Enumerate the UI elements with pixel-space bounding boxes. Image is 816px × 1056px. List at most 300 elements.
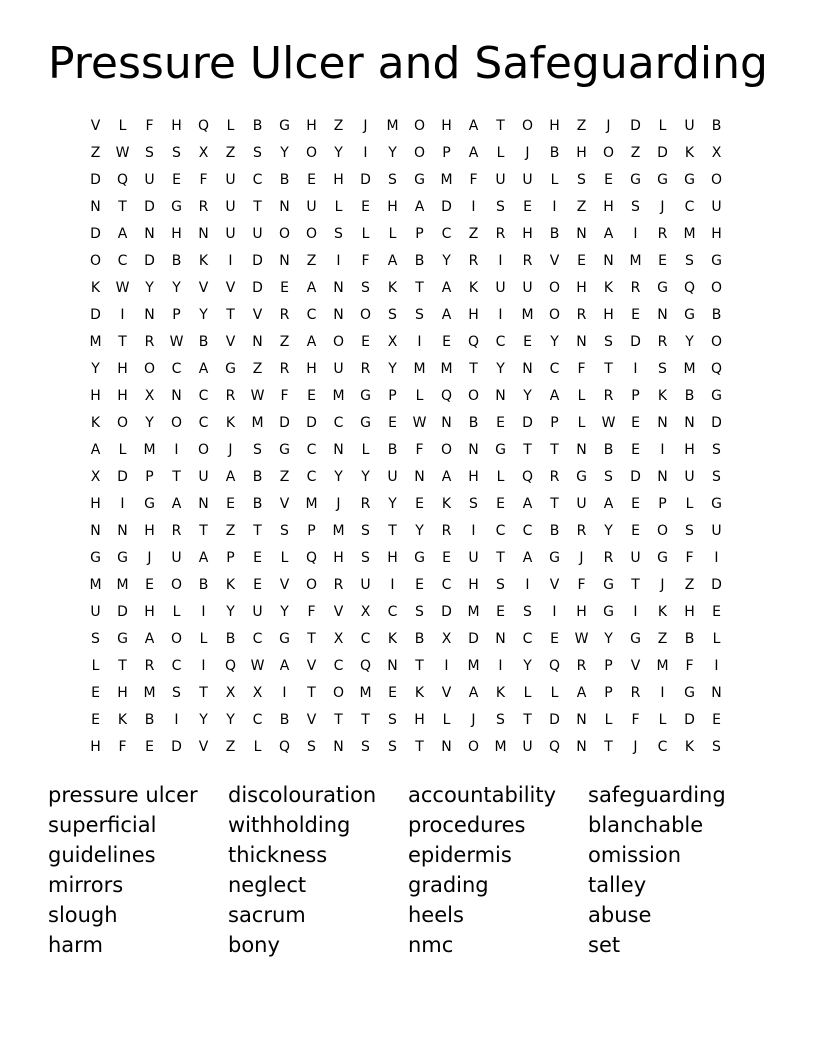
grid-letter: L <box>712 630 721 647</box>
grid-letter: F <box>415 441 424 458</box>
grid-letter: Q <box>197 117 210 134</box>
grid-letter: L <box>118 441 127 458</box>
grid-letter: H <box>117 684 128 701</box>
word-list-item: sacrum <box>228 903 306 927</box>
grid-letter: U <box>576 495 587 512</box>
grid-letter: Q <box>440 387 453 404</box>
grid-letter: O <box>305 144 318 161</box>
grid-letter: C <box>522 522 533 539</box>
grid-letter: Y <box>415 522 424 539</box>
grid-letter: S <box>253 441 262 458</box>
grid-letter: L <box>253 738 262 755</box>
grid-letter: I <box>714 549 719 566</box>
grid-letter: Z <box>279 468 290 485</box>
grid-letter: S <box>496 198 505 215</box>
grid-letter: Q <box>224 657 237 674</box>
grid-letter: T <box>118 657 127 674</box>
word-list-item: neglect <box>228 873 307 897</box>
grid-letter: E <box>496 603 505 620</box>
grid-letter: E <box>91 684 100 701</box>
grid-letter: N <box>576 225 587 242</box>
grid-letter: R <box>333 576 344 593</box>
grid-letter: L <box>496 468 505 485</box>
grid-letter: L <box>91 657 100 674</box>
grid-letter: Y <box>523 387 532 404</box>
grid-letter: O <box>89 252 102 269</box>
grid-letter: D <box>360 171 371 188</box>
grid-letter: D <box>549 711 560 728</box>
grid-letter: J <box>228 441 233 458</box>
grid-letter: E <box>496 414 505 431</box>
grid-letter: C <box>387 603 398 620</box>
grid-letter: R <box>657 225 668 242</box>
grid-letter: A <box>306 333 317 350</box>
grid-letter: G <box>279 630 290 647</box>
grid-letter: F <box>577 360 586 377</box>
word-list-item: nmc <box>408 933 454 957</box>
grid-letter: P <box>172 306 181 323</box>
word-list-item: abuse <box>588 903 652 927</box>
grid-letter: T <box>604 738 613 755</box>
grid-row <box>82 517 730 544</box>
grid-letter: U <box>252 603 263 620</box>
grid-letter: T <box>199 522 208 539</box>
grid-letter: A <box>468 144 479 161</box>
grid-letter: O <box>710 279 723 296</box>
grid-letter: B <box>144 711 155 728</box>
grid-letter: P <box>550 414 559 431</box>
grid-letter: N <box>684 414 695 431</box>
grid-letter: N <box>90 198 101 215</box>
grid-letter: I <box>336 252 341 269</box>
grid-letter: R <box>576 522 587 539</box>
grid-letter: B <box>279 171 290 188</box>
grid-letter: L <box>658 117 667 134</box>
grid-letter: T <box>253 522 262 539</box>
word-list-item: grading <box>408 873 489 897</box>
grid-letter: Y <box>604 522 613 539</box>
grid-letter: E <box>523 198 532 215</box>
grid-letter: P <box>415 225 424 242</box>
grid-letter: E <box>91 711 100 728</box>
grid-letter: Y <box>388 144 397 161</box>
grid-letter: J <box>660 576 665 593</box>
grid-letter: N <box>495 630 506 647</box>
grid-letter: H <box>576 603 587 620</box>
grid-letter: G <box>684 684 695 701</box>
grid-letter: U <box>252 225 263 242</box>
page-title: Pressure Ulcer and Safeguarding <box>48 38 768 89</box>
grid-letter: M <box>89 333 102 350</box>
grid-letter: T <box>118 333 127 350</box>
grid-letter: K <box>225 576 236 593</box>
grid-letter: H <box>90 387 101 404</box>
grid-letter: D <box>90 225 101 242</box>
word-list-item: mirrors <box>48 873 124 897</box>
grid-letter: H <box>171 225 182 242</box>
grid-letter: U <box>495 171 506 188</box>
grid-letter: U <box>711 522 722 539</box>
grid-row <box>82 355 730 382</box>
grid-letter: B <box>711 306 722 323</box>
grid-letter: X <box>360 603 371 620</box>
grid-letter: N <box>198 495 209 512</box>
grid-letter: B <box>414 252 425 269</box>
grid-letter: I <box>714 657 719 674</box>
grid-letter: J <box>579 549 584 566</box>
grid-letter: C <box>252 711 263 728</box>
word-list-item: accountability <box>408 783 557 807</box>
grid-letter: S <box>388 738 397 755</box>
grid-letter: I <box>633 360 638 377</box>
grid-letter: H <box>576 279 587 296</box>
grid-letter: K <box>198 252 209 269</box>
grid-letter: C <box>252 171 263 188</box>
grid-row <box>82 274 730 301</box>
grid-letter: E <box>712 711 721 728</box>
letter-grid <box>82 112 730 760</box>
grid-letter: V <box>252 306 263 323</box>
grid-letter: O <box>548 306 561 323</box>
grid-letter: G <box>495 441 506 458</box>
grid-letter: Q <box>467 333 480 350</box>
grid-letter: N <box>333 441 344 458</box>
grid-letter: S <box>307 738 316 755</box>
grid-letter: J <box>471 711 476 728</box>
grid-letter: M <box>521 306 534 323</box>
grid-letter: I <box>201 657 206 674</box>
grid-letter: T <box>172 468 181 485</box>
grid-letter: Z <box>684 576 695 593</box>
grid-letter: C <box>306 306 317 323</box>
grid-letter: U <box>225 225 236 242</box>
grid-row <box>82 193 730 220</box>
grid-letter: Y <box>388 495 397 512</box>
grid-letter: S <box>334 225 343 242</box>
grid-letter: L <box>658 711 667 728</box>
grid-letter: D <box>306 414 317 431</box>
grid-letter: S <box>388 711 397 728</box>
grid-letter: N <box>495 387 506 404</box>
grid-letter: E <box>226 495 235 512</box>
grid-letter: C <box>171 657 182 674</box>
grid-letter: N <box>279 252 290 269</box>
grid-letter: Q <box>278 738 291 755</box>
grid-letter: L <box>172 603 181 620</box>
grid-letter: R <box>522 252 533 269</box>
grid-letter: N <box>333 306 344 323</box>
grid-letter: W <box>601 414 616 431</box>
grid-letter: D <box>522 414 533 431</box>
grid-letter: U <box>306 198 317 215</box>
grid-letter: C <box>657 738 668 755</box>
grid-letter: T <box>415 279 424 296</box>
grid-letter: E <box>388 414 397 431</box>
grid-letter: J <box>147 549 152 566</box>
grid-letter: R <box>495 225 506 242</box>
grid-row <box>82 598 730 625</box>
grid-letter: S <box>712 738 721 755</box>
grid-letter: K <box>387 279 398 296</box>
grid-letter: T <box>631 576 640 593</box>
grid-letter: I <box>363 144 368 161</box>
grid-letter: Z <box>576 117 587 134</box>
grid-letter: O <box>710 333 723 350</box>
grid-letter: B <box>198 333 209 350</box>
grid-letter: Y <box>226 603 235 620</box>
grid-letter: Z <box>252 360 263 377</box>
grid-letter: K <box>684 144 695 161</box>
grid-letter: S <box>469 495 478 512</box>
grid-letter: H <box>522 225 533 242</box>
grid-letter: D <box>711 414 722 431</box>
grid-row <box>82 544 730 571</box>
grid-letter: Q <box>683 279 696 296</box>
grid-letter: V <box>630 657 641 674</box>
grid-letter: A <box>441 306 452 323</box>
grid-letter: G <box>657 549 668 566</box>
grid-letter: C <box>441 225 452 242</box>
grid-letter: G <box>117 630 128 647</box>
grid-letter: W <box>250 657 265 674</box>
grid-letter: A <box>441 279 452 296</box>
grid-letter: H <box>306 117 317 134</box>
grid-letter: K <box>387 630 398 647</box>
grid-letter: O <box>305 576 318 593</box>
grid-letter: H <box>117 360 128 377</box>
grid-letter: I <box>444 657 449 674</box>
grid-letter: E <box>361 333 370 350</box>
grid-letter: G <box>414 171 425 188</box>
grid-letter: I <box>498 306 503 323</box>
grid-letter: Z <box>225 738 236 755</box>
grid-row <box>82 382 730 409</box>
word-list-item: guidelines <box>48 843 156 867</box>
grid-letter: E <box>145 576 154 593</box>
grid-letter: S <box>415 603 424 620</box>
grid-letter: T <box>307 684 316 701</box>
grid-letter: A <box>198 549 209 566</box>
grid-letter: A <box>387 252 398 269</box>
grid-letter: O <box>143 360 156 377</box>
grid-letter: G <box>711 387 722 404</box>
grid-letter: Y <box>523 657 532 674</box>
grid-letter: U <box>495 279 506 296</box>
grid-letter: G <box>630 171 641 188</box>
grid-letter: Y <box>145 414 154 431</box>
grid-letter: R <box>171 522 182 539</box>
grid-letter: L <box>118 117 127 134</box>
grid-letter: C <box>252 630 263 647</box>
grid-letter: B <box>684 630 695 647</box>
grid-letter: N <box>252 333 263 350</box>
grid-letter: C <box>171 360 182 377</box>
grid-letter: T <box>604 360 613 377</box>
grid-letter: T <box>550 495 559 512</box>
grid-letter: L <box>550 684 559 701</box>
word-list-item: set <box>588 933 621 957</box>
grid-letter: N <box>144 225 155 242</box>
word-list-item: withholding <box>228 813 351 837</box>
grid-letter: G <box>684 171 695 188</box>
grid-letter: M <box>467 657 480 674</box>
grid-letter: D <box>144 198 155 215</box>
grid-letter: H <box>549 117 560 134</box>
grid-letter: N <box>144 306 155 323</box>
grid-letter: D <box>279 414 290 431</box>
grid-row <box>82 571 730 598</box>
grid-letter: O <box>521 117 534 134</box>
grid-letter: F <box>118 738 127 755</box>
grid-letter: T <box>469 360 478 377</box>
grid-letter: E <box>658 252 667 269</box>
grid-letter: H <box>306 360 317 377</box>
grid-letter: X <box>225 684 236 701</box>
grid-letter: W <box>574 630 589 647</box>
grid-letter: L <box>604 711 613 728</box>
grid-letter: R <box>198 198 209 215</box>
grid-letter: N <box>117 522 128 539</box>
grid-letter: G <box>360 414 371 431</box>
grid-letter: Z <box>630 144 641 161</box>
grid-letter: R <box>360 360 371 377</box>
grid-letter: U <box>711 198 722 215</box>
grid-letter: Z <box>576 198 587 215</box>
grid-letter: M <box>683 225 696 242</box>
grid-letter: B <box>171 252 182 269</box>
grid-letter: V <box>306 657 317 674</box>
grid-letter: M <box>305 495 318 512</box>
grid-letter: N <box>333 738 344 755</box>
grid-letter: O <box>278 225 291 242</box>
grid-letter: T <box>118 198 127 215</box>
grid-letter: V <box>90 117 101 134</box>
word-list-item: omission <box>588 843 682 867</box>
grid-letter: B <box>198 576 209 593</box>
grid-letter: F <box>469 171 478 188</box>
grid-letter: C <box>198 387 209 404</box>
grid-letter: K <box>117 711 128 728</box>
grid-letter: E <box>604 171 613 188</box>
grid-letter: R <box>576 306 587 323</box>
grid-letter: N <box>333 279 344 296</box>
grid-letter: B <box>549 522 560 539</box>
grid-letter: I <box>552 603 557 620</box>
grid-letter: N <box>711 684 722 701</box>
grid-letter: I <box>120 306 125 323</box>
grid-letter: R <box>603 549 614 566</box>
word-list-item: heels <box>408 903 464 927</box>
grid-letter: D <box>630 117 641 134</box>
grid-letter: P <box>442 144 451 161</box>
grid-letter: L <box>496 144 505 161</box>
grid-letter: M <box>494 738 507 755</box>
grid-letter: F <box>685 549 694 566</box>
grid-letter: X <box>144 387 155 404</box>
grid-letter: A <box>90 441 101 458</box>
grid-letter: I <box>201 603 206 620</box>
grid-letter: K <box>657 603 668 620</box>
grid-letter: A <box>522 549 533 566</box>
grid-letter: M <box>332 387 345 404</box>
grid-letter: O <box>332 333 345 350</box>
grid-letter: C <box>684 198 695 215</box>
grid-letter: G <box>657 171 668 188</box>
grid-letter: S <box>712 468 721 485</box>
grid-letter: I <box>498 252 503 269</box>
grid-letter: L <box>280 549 289 566</box>
grid-letter: Q <box>548 657 561 674</box>
grid-letter: H <box>144 603 155 620</box>
grid-letter: S <box>361 279 370 296</box>
grid-row <box>82 706 730 733</box>
grid-letter: G <box>279 441 290 458</box>
grid-letter: Z <box>333 117 344 134</box>
word-list-item: thickness <box>228 843 328 867</box>
grid-letter: C <box>441 576 452 593</box>
grid-letter: J <box>336 495 341 512</box>
grid-letter: F <box>145 117 154 134</box>
grid-letter: G <box>117 549 128 566</box>
grid-letter: D <box>252 279 263 296</box>
grid-letter: M <box>467 603 480 620</box>
grid-letter: I <box>282 684 287 701</box>
grid-letter: L <box>334 198 343 215</box>
grid-letter: N <box>657 414 668 431</box>
grid-letter: C <box>306 468 317 485</box>
grid-letter: T <box>199 684 208 701</box>
grid-letter: S <box>280 522 289 539</box>
grid-letter: E <box>253 549 262 566</box>
grid-letter: Y <box>388 360 397 377</box>
grid-letter: J <box>525 144 530 161</box>
grid-row <box>82 463 730 490</box>
grid-letter: S <box>145 144 154 161</box>
grid-letter: B <box>684 387 695 404</box>
grid-letter: T <box>415 738 424 755</box>
grid-letter: B <box>225 630 236 647</box>
grid-letter: O <box>710 171 723 188</box>
grid-letter: K <box>603 279 614 296</box>
grid-letter: F <box>361 252 370 269</box>
grid-letter: D <box>468 630 479 647</box>
grid-letter: L <box>415 387 424 404</box>
grid-letter: T <box>253 198 262 215</box>
grid-letter: W <box>169 333 184 350</box>
grid-letter: M <box>440 171 453 188</box>
grid-row <box>82 166 730 193</box>
grid-letter: V <box>225 279 236 296</box>
grid-letter: S <box>172 684 181 701</box>
grid-letter: E <box>577 252 586 269</box>
grid-letter: E <box>631 306 640 323</box>
grid-row <box>82 490 730 517</box>
grid-letter: O <box>332 684 345 701</box>
grid-letter: O <box>305 225 318 242</box>
grid-letter: V <box>333 603 344 620</box>
grid-letter: N <box>576 333 587 350</box>
grid-letter: J <box>363 117 368 134</box>
grid-letter: V <box>279 576 290 593</box>
grid-letter: A <box>603 225 614 242</box>
grid-letter: W <box>115 279 130 296</box>
grid-letter: E <box>415 576 424 593</box>
grid-letter: U <box>171 549 182 566</box>
grid-letter: R <box>603 387 614 404</box>
grid-letter: B <box>549 144 560 161</box>
grid-letter: R <box>279 306 290 323</box>
grid-letter: O <box>656 522 669 539</box>
